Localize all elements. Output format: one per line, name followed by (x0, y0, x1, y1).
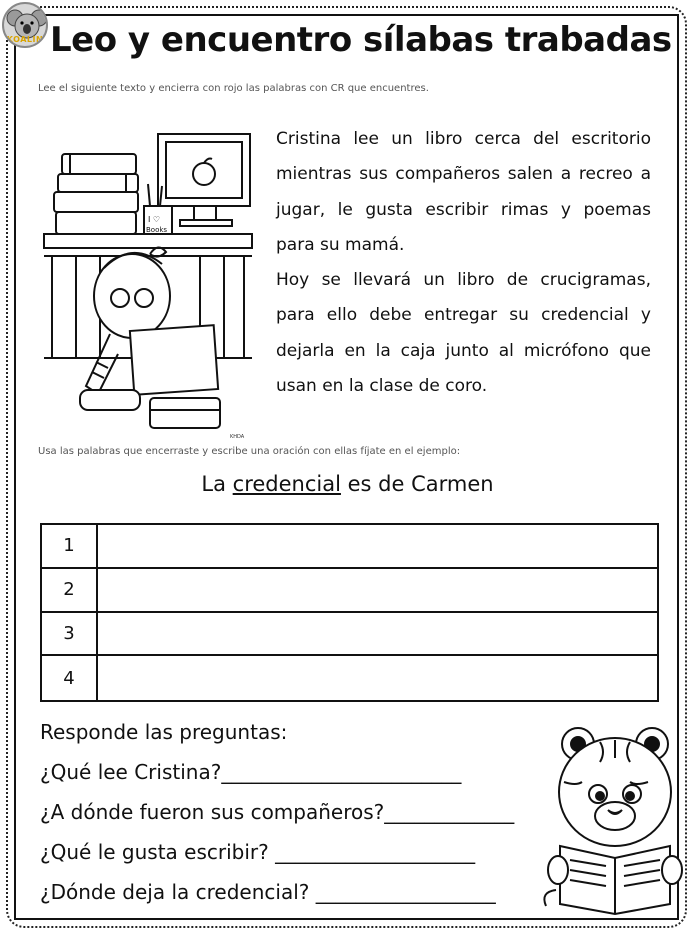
table-row (42, 525, 657, 569)
reading-passage (276, 122, 651, 404)
koala-logo (2, 2, 48, 48)
passage-paragraph-2: Hoy se llevará un libro de crucigramas, para ello debe entregar su credencial y dejarla en la caja junto al micrófono que usan en la clase de coro. (276, 270, 651, 397)
row-number: 3 (42, 613, 98, 655)
row-number: 1 (42, 525, 98, 567)
passage-paragraph-1: Cristina lee un libro cerca del escritorio mientras sus compañeros salen a recreo a jugar, le gusta escribir rimas y poemas para su mamá. (276, 129, 651, 255)
question-4: ¿Dónde deja la credencial? __________________ (40, 880, 496, 904)
sentence-table (40, 523, 659, 702)
question-2: ¿A dónde fueron sus compañeros?_____________ (40, 800, 515, 824)
girl-reading-illustration (40, 128, 264, 440)
answer-cell[interactable] (98, 525, 657, 567)
tiger-reading-icon (540, 720, 690, 920)
writing-instruction: Usa las palabras que encerraste y escribe una oración con ellas fíjate en el ejemplo: (38, 446, 461, 457)
question-3: ¿Qué le gusta escribir? ____________________ (40, 840, 476, 864)
row-number: 4 (42, 656, 98, 700)
reading-instruction: Lee el siguiente texto y encierra con rojo las palabras con CR que encuentres. (38, 83, 429, 94)
illustrator-signature: KHDA (230, 434, 245, 440)
questions-heading: Responde las preguntas: (40, 720, 288, 744)
example-keyword: credencial (232, 472, 341, 496)
example-before: La (201, 472, 233, 496)
answer-cell[interactable] (98, 569, 657, 611)
table-row (42, 613, 657, 657)
example-sentence (0, 472, 695, 496)
answer-cell[interactable] (98, 613, 657, 655)
table-row (42, 656, 657, 700)
questions-section (40, 712, 580, 912)
example-after: es de Carmen (340, 472, 494, 496)
table-row (42, 569, 657, 613)
row-number: 2 (42, 569, 98, 611)
page-title: Leo y encuentro sílabas trabadas (50, 20, 672, 60)
book-label-top: I ♡ (148, 215, 161, 224)
koala-brand: KOALIN (6, 35, 44, 44)
answer-cell[interactable] (98, 656, 657, 700)
book-label-bottom: Books (146, 226, 168, 234)
question-1: ¿Qué lee Cristina?________________________ (40, 760, 462, 784)
